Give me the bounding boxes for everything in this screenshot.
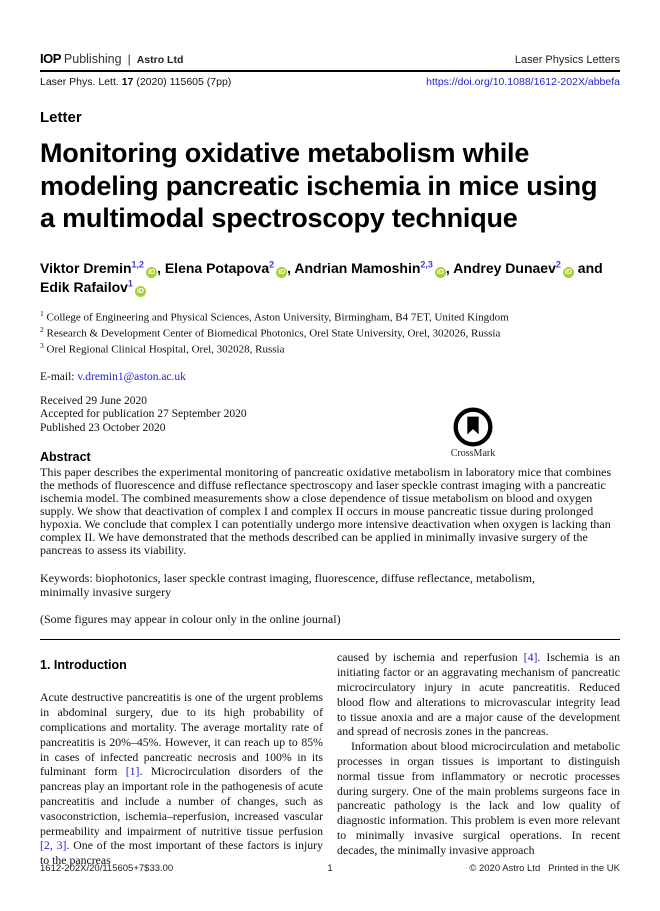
affiliation-list — [40, 308, 620, 357]
affiliation: $^1$ College of Engineering and Physical Sciences, Aston University, Birmingham, B4 7ET, United Kingdom — [40, 308, 509, 324]
body-columns — [40, 650, 620, 868]
orcid-icon[interactable]: iD — [278, 268, 286, 276]
journal-name: Laser Physics Letters — [514, 54, 620, 66]
colour-availability-note: (Some figures may appear in colour only in the online journal) — [40, 612, 341, 627]
email-link[interactable]: v.dremin1@aston.ac.uk — [77, 370, 186, 383]
iop-logo: IOP — [40, 51, 61, 66]
page-number: 1 — [327, 863, 333, 874]
article-type-label: Letter — [40, 109, 82, 126]
crossmark-icon — [453, 407, 493, 447]
body-paragraph: caused by ischemia and reperfusion [4]. Ischemia is an initiating factor or an aggravating mechanism of pancreatic microcirculatory injury in acute pancreatitis. Reduced blood flow and alterations to microvascular integrity lead to tissue anoxia and are a major cause of the development and spread of necrosis zones in the pancreas. — [337, 650, 620, 739]
date-line: Received 29 June 2020 — [40, 394, 147, 407]
author-affil-sup: 1 — [127, 277, 133, 288]
body-paragraph: Information about blood microcirculation and metabolic processes in organ tissues is important to distinguish normal tissue from inflammatory or necrotic processes during surgery. One of the main problems surgeons face in pancreatic pathology is the lack and low quality of diagnostic information. This problem is even more relevant to minimally invasive surgical operations. In recent decades, the minimally invasive approach — [337, 739, 620, 857]
citation-link[interactable]: [4] — [523, 650, 538, 665]
orcid-icon[interactable]: iD — [148, 268, 156, 276]
author: Andrey Dunaev$^2$iD — [453, 258, 572, 276]
orcid-icon[interactable]: iD — [564, 268, 572, 276]
author-affil-sup: 2 — [269, 258, 275, 269]
orcid-icon[interactable]: iD — [136, 287, 144, 295]
issn-price: 1612-202X/20/115605+7$33.00 — [40, 863, 174, 874]
author-affil-sup: 1,2 — [131, 258, 145, 269]
article-dates — [40, 395, 620, 436]
page-title: Monitoring oxidative metabolism while modeling pancreatic ischemia in mice using a multimodal spectroscopy technique — [40, 138, 598, 233]
doi-link[interactable]: https://doi.org/10.1088/1612-202X/abbefa — [426, 76, 620, 88]
date-line: Published 23 October 2020 — [40, 421, 166, 434]
email-label: E-mail: — [40, 370, 78, 383]
section-divider-rule — [40, 639, 620, 640]
citation-link[interactable]: [1] — [125, 764, 140, 779]
partner-name: Astro Ltd — [136, 54, 184, 66]
body-paragraph: Acute destructive pancreatitis is one of the urgent problems in abdominal surgery, due to its high probability of complications and mortality. The average mortality rate of pancreatitis is 20%–45%. However, it can reach up to 85% in cases of infected pancreatic necrosis and 100% in its fulminant form [1]. Microcirculation disorders of the pancreas play an important role in the pathogenesis of acute pancreatitis and include a number of changes, such as vasoconstriction, ischemia–reperfusion, increased vascular permeability and impairment of nutritive tissue perfusion [2, 3]. One of the most important of these factors is injury to the pancreas — [40, 690, 323, 868]
keywords-line — [40, 572, 540, 599]
keywords-text: biophotonics, laser speckle contrast imaging, fluorescence, diffuse reflectance, metabolism, minimally invasive surgery — [40, 571, 535, 599]
volume-number: 17 — [121, 76, 134, 88]
abstract-text: This paper describes the experimental monitoring of pancreatic oxidative metabolism in laboratory mice that combines the methods of fluorescence and diffuse reflectance spectroscopy and laser speckle contrast imaging with a pancreatic ischemia model. The combined measurements show a close dependence of tissue metabolism on blood and oxygen supply. We show that deactivation of complex I and complex II occurs in mouse pancreatic tissue during prolonged hypoxia. We conclude that complex I can potentially undergo more intensive deactivation when oxygen is lacking than complex II. We have demonstrated that the methods described can be applied in minimally invasive surgery of the pancreas to assess its viability. — [40, 465, 612, 558]
crossmark-label: CrossMark — [450, 448, 496, 459]
abstract-heading: Abstract — [40, 450, 91, 465]
author-affil-sup: 2,3 — [420, 258, 433, 269]
publisher-name: Publishing — [63, 52, 122, 66]
date-line: Accepted for publication 27 September 2020 — [40, 408, 247, 421]
citation-row — [40, 76, 620, 88]
citation-link[interactable]: [2, 3] — [40, 838, 67, 853]
affiliation: $^3$ Orel Regional Clinical Hospital, Orel, 302028, Russia — [40, 341, 285, 357]
keywords-label: Keywords: — [40, 571, 96, 586]
author-affil-sup: 2 — [555, 258, 561, 269]
right-column — [337, 650, 620, 868]
author-list: Viktor Dremin$^{1,2}$iD , Elena Potapova$^2$iD , Andrian Mamoshin$^{2,3}$iD , Andrey Dunaev$^2$iD and Edik Rafailov$^1$iD — [40, 258, 603, 295]
author: Edik Rafailov$^1$iD — [40, 277, 144, 295]
orcid-icon[interactable]: iD — [436, 268, 444, 276]
publisher-row — [40, 51, 620, 72]
affiliation: $^2$ Research & Development Center of Biomedical Photonics, Orel State University, Orel, 302026, Russia — [40, 324, 501, 340]
copyright: © 2020 Astro Ltd — [469, 863, 541, 874]
author: Andrian Mamoshin$^{2,3}$iD — [294, 258, 444, 276]
article-citation: Laser Phys. Lett. 17 (2020) 115605 (7pp) — [40, 76, 232, 88]
author: Elena Potapova$^2$iD — [164, 258, 286, 276]
email-line — [40, 371, 620, 383]
page-footer — [40, 863, 620, 874]
left-column — [40, 650, 323, 868]
divider: | — [127, 52, 131, 66]
crossmark-badge[interactable] — [436, 407, 510, 459]
printed-in: Printed in the UK — [548, 863, 620, 874]
author: Viktor Dremin$^{1,2}$iD — [40, 258, 156, 276]
publisher-brand — [40, 51, 183, 66]
section-heading-introduction: 1. Introduction — [40, 658, 127, 673]
journal-header — [40, 0, 620, 88]
